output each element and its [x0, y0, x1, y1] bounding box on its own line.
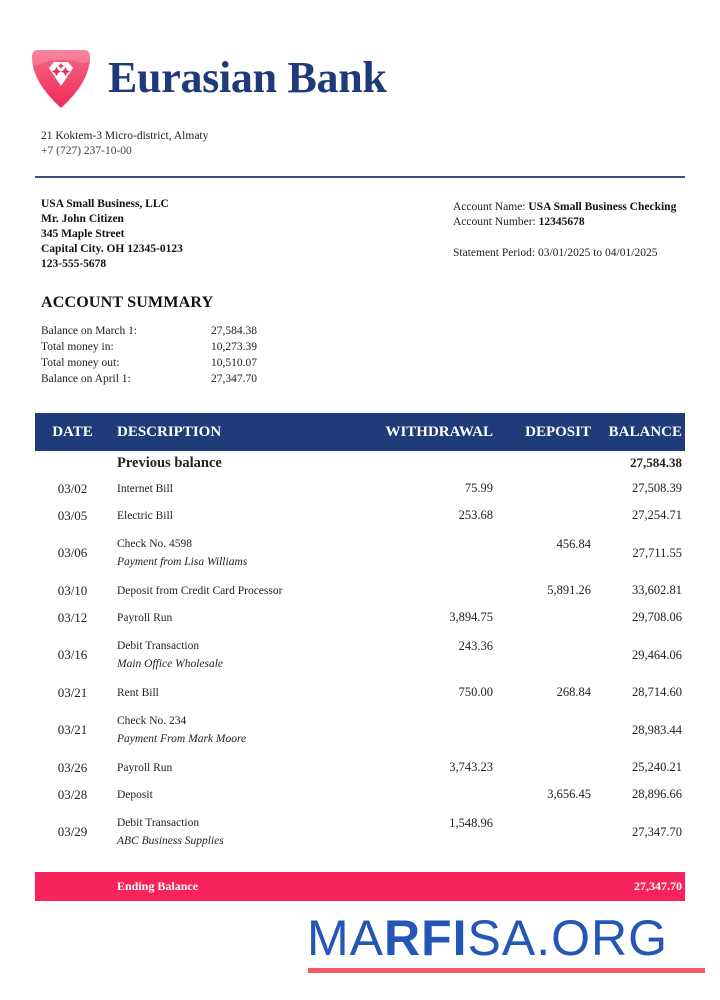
txn-deposit: 5,891.26	[547, 583, 591, 597]
txn-balance: 29,464.06	[632, 647, 682, 662]
txn-description: Internet Bill	[117, 482, 173, 495]
account-summary	[41, 323, 291, 387]
txn-description: Payroll Run	[117, 761, 173, 774]
column-header-withdrawal: WITHDRAWAL	[385, 423, 493, 440]
txn-deposit	[505, 706, 597, 714]
txn-balance: 28,714.60	[632, 685, 682, 699]
bank-logo	[30, 46, 92, 110]
txn-memo: Payment From Mark Moore	[117, 733, 247, 745]
txn-deposit: 268.84	[556, 685, 591, 699]
watermark-underline	[308, 968, 705, 973]
summary-label: Balance on March 1:	[41, 325, 138, 337]
txn-withdrawal: 1,548.96	[449, 816, 493, 830]
bank-address: 21 Koktem-3 Micro-district, Almaty	[41, 130, 209, 142]
account-name-label: Account Name:	[453, 201, 526, 213]
txn-date: 03/10	[57, 582, 88, 598]
customer-address-block	[41, 197, 183, 272]
txn-description: Payroll Run	[117, 611, 173, 624]
txn-description: Deposit	[117, 788, 153, 801]
txn-description: Debit Transaction	[117, 640, 200, 652]
txn-balance: 28,896.66	[632, 787, 682, 801]
summary-value: 27,584.38	[211, 325, 257, 337]
bank-name: Eurasian Bank	[108, 53, 387, 102]
txn-withdrawal: 3,894.75	[449, 610, 493, 624]
customer-phone: 123-555-5678	[41, 258, 107, 270]
txn-withdrawal	[373, 706, 505, 714]
diamond-shield-icon	[30, 46, 92, 110]
txn-balance: 27,347.70	[632, 824, 682, 839]
watermark-text-a: MA	[307, 910, 384, 966]
table-row	[35, 529, 685, 577]
watermark-text-c: SA.ORG	[467, 910, 669, 966]
statement-period-value: 03/01/2025 to 04/01/2025	[537, 247, 658, 259]
txn-description: Rent Bill	[117, 686, 159, 699]
txn-description: Debit Transaction	[117, 817, 200, 829]
txn-date: 03/12	[57, 609, 88, 625]
account-number-value: 12345678	[538, 216, 585, 228]
txn-withdrawal: 750.00	[458, 685, 493, 699]
txn-description: Deposit from Credit Card Processor	[117, 584, 283, 597]
customer-street: 345 Maple Street	[41, 228, 125, 240]
summary-label: Total money out:	[41, 357, 120, 369]
account-number-label: Account Number:	[453, 216, 536, 228]
table-row	[35, 706, 685, 754]
table-header	[35, 413, 685, 451]
customer-contact: Mr. John Citizen	[41, 213, 124, 225]
previous-balance-row	[35, 451, 685, 475]
customer-city: Capital City. OH 12345-0123	[41, 243, 183, 255]
bank-phone: +7 (727) 237-10-00	[41, 145, 132, 157]
bank-contact	[41, 129, 208, 159]
previous-balance-label: Previous balance	[117, 454, 222, 471]
header-divider	[35, 176, 685, 178]
table-row	[35, 604, 685, 631]
txn-balance: 33,602.81	[632, 583, 682, 597]
txn-withdrawal	[373, 529, 505, 537]
txn-memo: Payment from Lisa Williams	[117, 556, 248, 568]
txn-balance: 27,508.39	[632, 481, 682, 495]
account-name	[453, 200, 693, 215]
summary-row	[41, 323, 291, 339]
txn-description: Check No. 234	[117, 715, 187, 727]
column-header-date: DATE	[52, 423, 93, 440]
txn-memo: ABC Business Supplies	[117, 835, 224, 847]
statement-period	[453, 246, 693, 261]
statement-period-label: Statement Period:	[453, 247, 536, 259]
ending-balance-label: Ending Balance	[117, 879, 199, 893]
txn-balance: 28,983.44	[632, 722, 682, 737]
summary-value: 27,347.70	[211, 373, 257, 385]
txn-date: 03/26	[57, 759, 88, 775]
watermark-text-b: RFI	[384, 910, 468, 966]
txn-date: 03/21	[57, 722, 88, 737]
txn-date: 03/06	[57, 545, 88, 560]
txn-balance: 27,254.71	[632, 508, 682, 522]
txn-date: 03/21	[57, 684, 88, 700]
account-info	[453, 200, 693, 261]
column-header-deposit: DEPOSIT	[525, 423, 591, 440]
summary-row	[41, 339, 291, 355]
txn-description: Check No. 4598	[117, 538, 193, 550]
watermark	[307, 912, 668, 964]
account-summary-title: ACCOUNT SUMMARY	[41, 294, 214, 311]
txn-deposit	[505, 631, 597, 639]
table-row	[35, 631, 685, 679]
txn-description: Electric Bill	[117, 509, 173, 522]
column-header-description: DESCRIPTION	[117, 423, 222, 440]
column-header-balance: BALANCE	[608, 423, 682, 440]
table-row	[35, 475, 685, 502]
txn-date: 03/28	[57, 786, 88, 802]
summary-label: Total money in:	[41, 341, 114, 353]
transactions-table	[35, 413, 685, 856]
summary-value: 10,273.39	[211, 341, 257, 353]
txn-balance: 27,711.55	[632, 545, 682, 560]
summary-value: 10,510.07	[211, 357, 257, 369]
txn-withdrawal: 243.36	[458, 639, 493, 653]
txn-date: 03/29	[57, 824, 88, 839]
table-row	[35, 808, 685, 856]
account-number	[453, 215, 693, 230]
txn-deposit: 3,656.45	[547, 787, 591, 801]
summary-label: Balance on April 1:	[41, 373, 131, 385]
ending-balance-value: 27,347.70	[634, 879, 682, 893]
txn-date: 03/16	[57, 647, 88, 662]
table-row	[35, 577, 685, 604]
txn-withdrawal: 253.68	[458, 508, 493, 522]
txn-date: 03/05	[57, 507, 88, 523]
table-row	[35, 679, 685, 706]
txn-withdrawal: 75.99	[464, 481, 493, 495]
txn-withdrawal: 3,743.23	[449, 760, 493, 774]
summary-row	[41, 371, 291, 387]
table-row	[35, 781, 685, 808]
customer-company: USA Small Business, LLC	[41, 198, 169, 210]
summary-row	[41, 355, 291, 371]
txn-memo: Main Office Wholesale	[117, 658, 224, 670]
txn-date: 03/02	[57, 480, 88, 496]
txn-deposit	[505, 808, 597, 816]
txn-balance: 29,708.06	[632, 610, 682, 624]
ending-balance-row	[35, 872, 685, 901]
txn-deposit: 456.84	[556, 537, 591, 551]
txn-balance: 25,240.21	[632, 760, 682, 774]
table-row	[35, 502, 685, 529]
table-row	[35, 754, 685, 781]
account-name-value: USA Small Business Checking	[528, 201, 677, 213]
previous-balance-value: 27,584.38	[630, 455, 682, 470]
